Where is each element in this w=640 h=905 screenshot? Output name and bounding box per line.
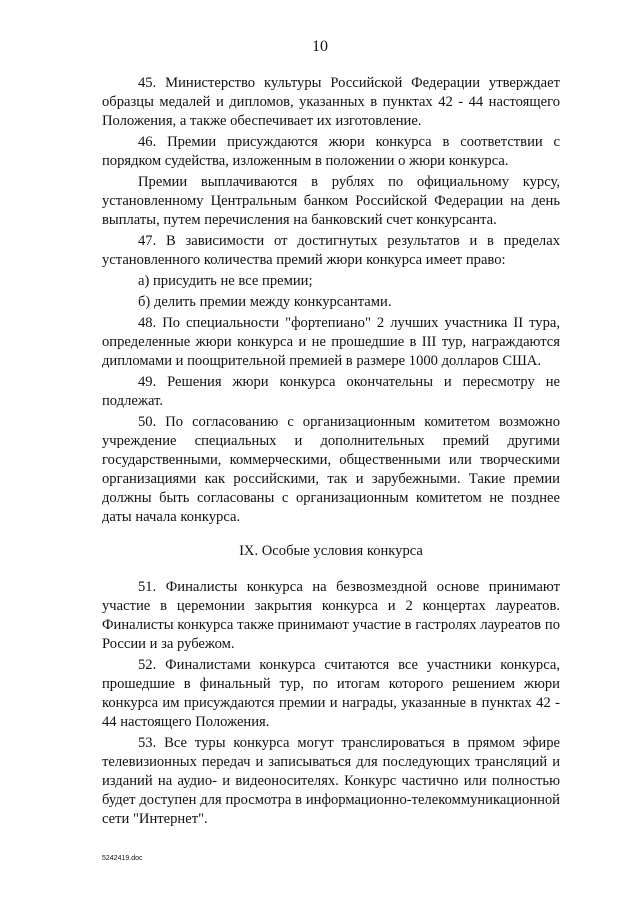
footer-filename: 5242419.doc xyxy=(102,855,143,862)
page-number: 10 xyxy=(312,38,328,55)
paragraph-50: 50. По согласованию с организационным комитетом возможно учреждение специальных и дополнительных премий другими государственными, коммерческими, общественными или творческими организациями как российскими, так и зарубежными. Такие премии должны быть согласованы с организационным комитетом не позднее даты начала конкурса. xyxy=(102,414,560,525)
section-heading: IX. Особые условия конкурса xyxy=(239,543,423,559)
paragraph-49: 49. Решения жюри конкурса окончательны и пересмотру не подлежат. xyxy=(102,374,560,409)
paragraph-53: 53. Все туры конкурса могут транслироваться в прямом эфире телевизионных передач и записываться для последующих трансляций и изданий на аудио- и видеоносителях. Конкурс частично или полностью будет доступен для просмотра в информационно-телекоммуникационной сети "Интернет". xyxy=(102,735,560,827)
paragraph-47: 47. В зависимости от достигнутых результатов и в пределах установленного количества премий жюри конкурса имеет право: xyxy=(102,233,560,268)
list-item-a: а) присудить не все премии; xyxy=(138,273,313,289)
paragraph-prize-payment: Премии выплачиваются в рублях по официальному курсу, установленному Центральным банком Российской Федерации на день выплаты, путем перечисления на банковский счет конкурсанта. xyxy=(102,174,560,228)
paragraph-52: 52. Финалистами конкурса считаются все участники конкурса, прошедшие в финальный тур, по итогам которого решением жюри конкурса им присуждаются премии и награды, указанные в пунктах 42 - 44 настоящего Положения. xyxy=(102,657,560,730)
paragraph-51: 51. Финалисты конкурса на безвозмездной основе принимают участие в церемонии закрытия конкурса и 2 концертах лауреатов. Финалисты конкурса также принимают участие в гастролях лауреатов по России и за рубежом. xyxy=(102,579,560,652)
document-body xyxy=(102,74,560,831)
paragraph-48: 48. По специальности "фортепиано" 2 лучших участника II тура, определенные жюри конкурса и не прошедшие в III тур, награждаются дипломами и поощрительной премией в размере 1000 долларов США. xyxy=(102,315,560,369)
paragraph-46: 46. Премии присуждаются жюри конкурса в соответствии с порядком судейства, изложенным в положении о жюри конкурса. xyxy=(102,134,560,169)
list-item-b: б) делить премии между конкурсантами. xyxy=(138,294,392,310)
paragraph-45: 45. Министерство культуры Российской Федерации утверждает образцы медалей и дипломов, указанных в пунктах 42 - 44 настоящего Положения, а также обеспечивает их изготовление. xyxy=(102,75,560,129)
